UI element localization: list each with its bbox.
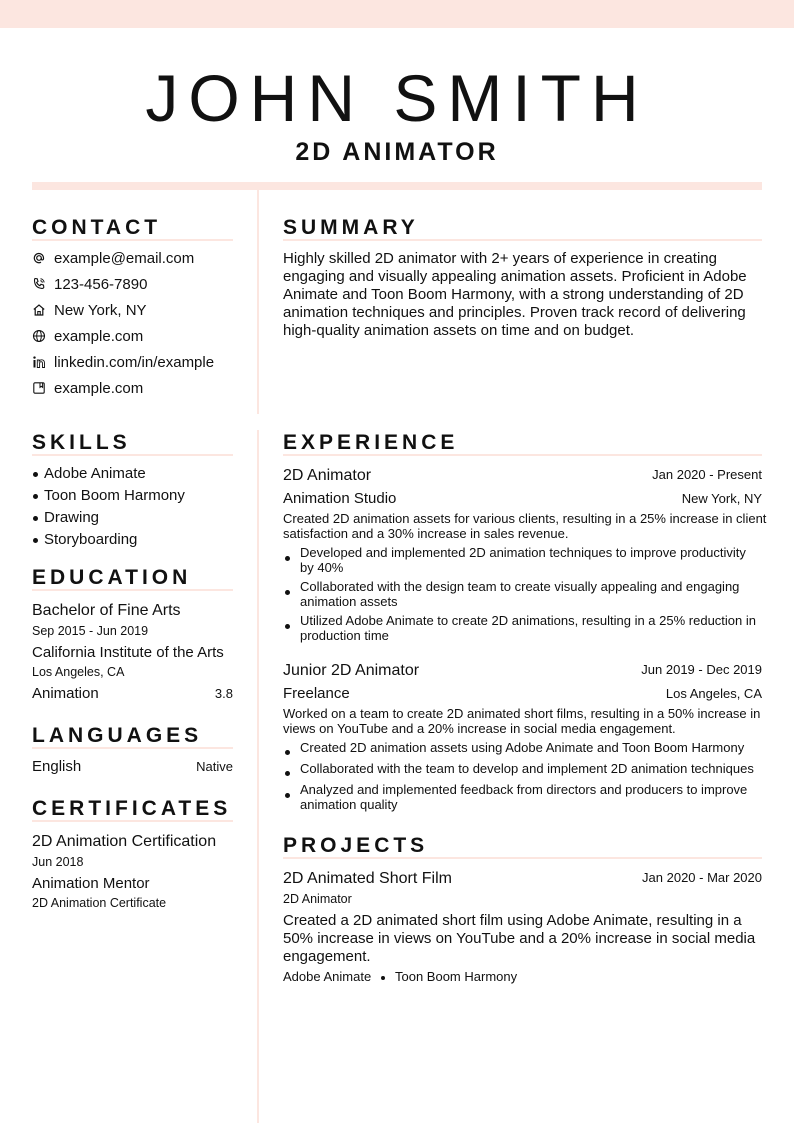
language-level: Native xyxy=(196,759,233,774)
job-description: Worked on a team to create 2D animated short films, resulting in a 50% increase in xyxy=(283,706,761,721)
job-title: Junior 2D Animator xyxy=(283,662,420,679)
column-divider-top xyxy=(257,190,259,414)
job-description: views on YouTube and a 20% increase in social media engagement. xyxy=(283,721,676,736)
project-description: Created a 2D animated short film using Adobe Animate, resulting in a xyxy=(283,912,742,929)
education-degree: Bachelor of Fine Arts xyxy=(32,602,181,619)
job-title: 2D Animator xyxy=(283,467,372,484)
job-bullet-text: Developed and implemented 2D animation techniques to improve productivity xyxy=(300,545,746,560)
contact-email[interactable]: example@email.com xyxy=(54,250,195,267)
language-name: English xyxy=(32,758,82,775)
job-description: satisfaction and a 30% increase in sales revenue. xyxy=(283,526,569,541)
job-bullet xyxy=(285,556,290,561)
summary-line: engaging and visually appealing animation assets. Proficient in Adobe xyxy=(283,268,747,285)
skill-bullet xyxy=(33,494,38,499)
job-bullet-text: by 40% xyxy=(300,560,344,575)
education-dates: Sep 2015 - Jun 2019 xyxy=(32,624,149,638)
summary-line: animation techniques and principles. Proven track record of delivering xyxy=(283,304,746,321)
job-bullet xyxy=(285,590,290,595)
languages-rule xyxy=(32,747,233,749)
certificates-heading: CERTIFICATES xyxy=(32,797,232,820)
at-icon xyxy=(32,251,46,265)
project-tool: Toon Boom Harmony xyxy=(395,969,518,984)
certificate-title: 2D Animation Certification xyxy=(32,833,217,850)
project-tool-separator xyxy=(381,976,385,980)
linkedin-icon xyxy=(32,355,46,369)
certificate-title: Animation Mentor xyxy=(32,875,150,892)
project-description: engagement. xyxy=(283,948,371,965)
header-divider xyxy=(32,182,762,190)
job-bullet xyxy=(285,750,290,755)
summary-line: Highly skilled 2D animator with 2+ years of experience in creating xyxy=(283,250,717,267)
job-company: Animation Studio xyxy=(283,490,397,507)
skills-heading: SKILLS xyxy=(32,431,131,454)
projects-rule xyxy=(283,857,762,859)
phone-icon xyxy=(32,277,46,291)
languages-heading: LANGUAGES xyxy=(32,724,203,747)
project-tool: Adobe Animate xyxy=(283,969,372,984)
skills-rule xyxy=(32,454,233,456)
skill-item: Drawing xyxy=(44,509,100,526)
contact-linkedin[interactable]: linkedin.com/in/example xyxy=(54,354,215,371)
candidate-title: 2D ANIMATOR xyxy=(295,138,499,166)
summary-rule xyxy=(283,239,762,241)
skill-bullet xyxy=(33,472,38,477)
job-company: Freelance xyxy=(283,685,350,702)
job-bullet-text: animation assets xyxy=(300,594,398,609)
job-bullet-text: Utilized Adobe Animate to create 2D animations, resulting in a 25% reduction in xyxy=(300,613,756,628)
education-gpa: 3.8 xyxy=(214,686,233,701)
skill-bullet xyxy=(33,516,38,521)
education-field: Animation xyxy=(32,685,99,702)
skill-item: Toon Boom Harmony xyxy=(44,487,185,504)
contact-phone[interactable]: 123-456-7890 xyxy=(54,276,148,293)
education-heading: EDUCATION xyxy=(32,566,192,589)
certificate-sub: Jun 2018 xyxy=(32,855,84,869)
globe-icon xyxy=(32,329,46,343)
contact-rule xyxy=(32,239,233,241)
education-rule xyxy=(32,589,233,591)
summary-line: Animate and Toon Boom Harmony, with a strong understanding of 2D xyxy=(283,286,744,303)
job-dates: Jun 2019 - Dec 2019 xyxy=(641,662,762,677)
experience-heading: EXPERIENCE xyxy=(283,431,459,454)
contact-heading: CONTACT xyxy=(32,216,162,239)
education-location: Los Angeles, CA xyxy=(32,665,125,679)
job-dates: Jan 2020 - Present xyxy=(652,467,762,482)
contact-website[interactable]: example.com xyxy=(54,328,144,345)
skill-item: Adobe Animate xyxy=(44,465,146,482)
summary-heading: SUMMARY xyxy=(283,216,419,239)
project-role: 2D Animator xyxy=(283,892,352,906)
job-bullet xyxy=(285,793,290,798)
job-bullet-text: production time xyxy=(300,628,389,643)
job-bullet-text: Collaborated with the team to develop and implement 2D animation techniques xyxy=(300,761,754,776)
contact-location: New York, NY xyxy=(54,302,147,319)
home-icon xyxy=(32,303,46,317)
summary-line: high-quality animation assets on time and on budget. xyxy=(283,322,635,339)
skill-item: Storyboarding xyxy=(44,531,138,548)
job-bullet-text: Created 2D animation assets using Adobe Animate and Toon Boom Harmony xyxy=(300,740,745,755)
job-location: Los Angeles, CA xyxy=(665,686,762,701)
candidate-name: JOHN SMITH xyxy=(145,61,649,135)
contact-portfolio[interactable]: example.com xyxy=(54,380,144,397)
job-bullet xyxy=(285,771,290,776)
job-bullet-text: animation quality xyxy=(300,797,398,812)
job-bullet-text: Collaborated with the design team to create visually appealing and engaging xyxy=(300,579,740,594)
project-title: 2D Animated Short Film xyxy=(283,870,452,887)
education-school: California Institute of the Arts xyxy=(32,644,224,661)
project-description: 50% increase in views on YouTube and a 20% increase in social media xyxy=(283,930,756,947)
portfolio-icon xyxy=(32,381,46,395)
projects-heading: PROJECTS xyxy=(283,834,429,857)
certificates-rule xyxy=(32,820,233,822)
certificate-sub: 2D Animation Certificate xyxy=(32,896,167,910)
job-location: New York, NY xyxy=(681,491,762,506)
column-divider-bottom xyxy=(257,430,259,1123)
job-bullet-text: Analyzed and implemented feedback from directors and producers to improve xyxy=(300,782,748,797)
job-description: Created 2D animation assets for various clients, resulting in a 25% increase in client xyxy=(283,511,767,526)
job-bullet xyxy=(285,624,290,629)
experience-rule xyxy=(283,454,762,456)
top-accent-band xyxy=(0,0,794,28)
project-dates: Jan 2020 - Mar 2020 xyxy=(642,870,762,885)
skill-bullet xyxy=(33,538,38,543)
